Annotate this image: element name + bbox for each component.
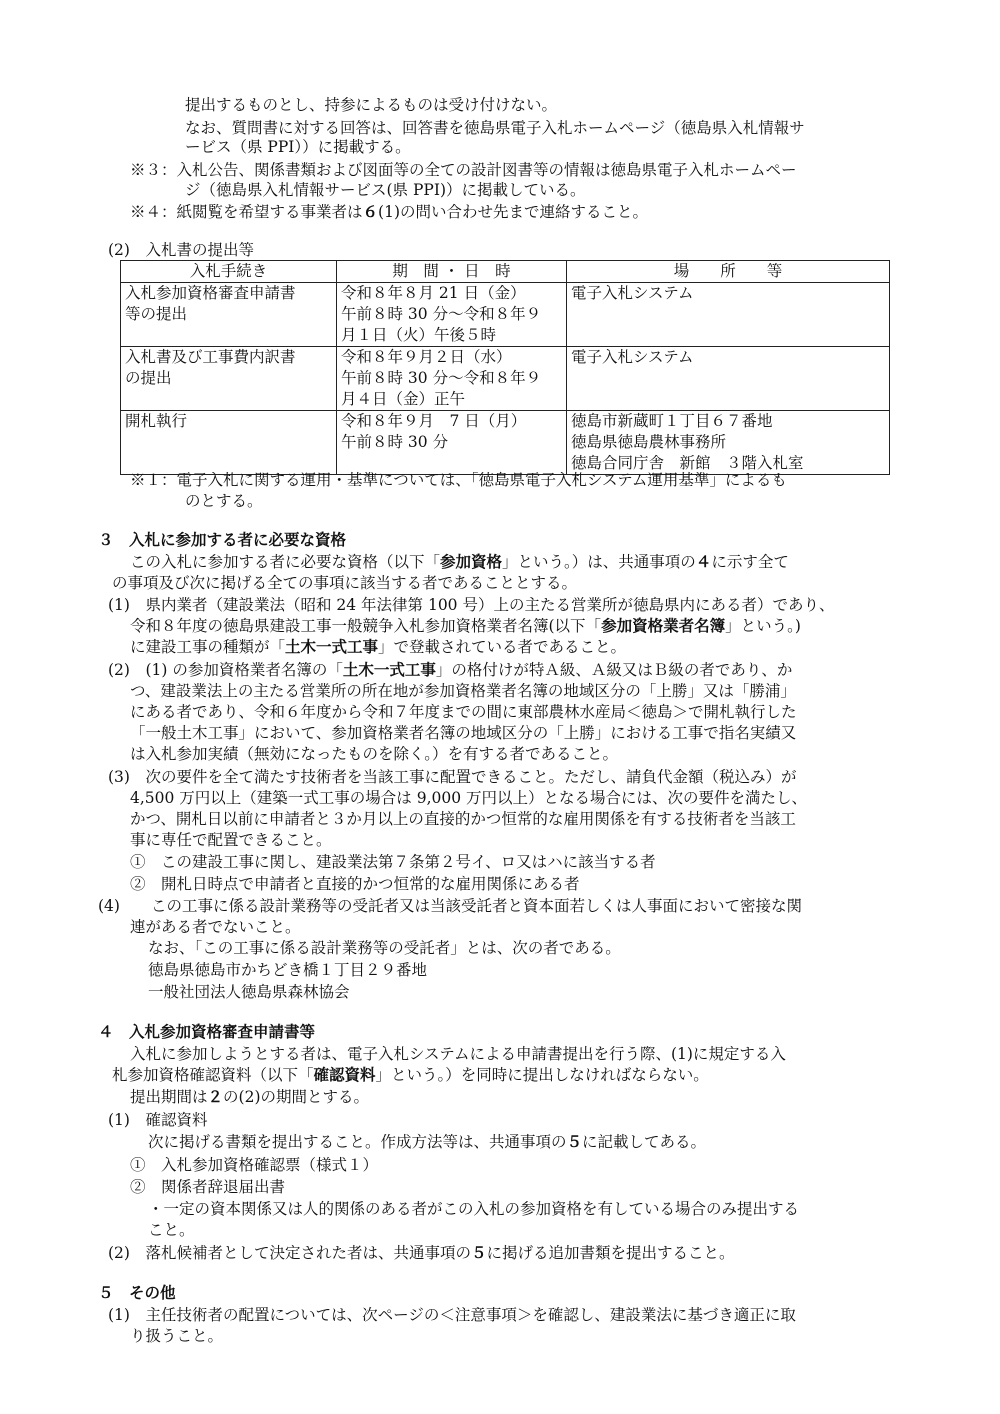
section-4-heading: ４ 入札参加資格審査申請書等 bbox=[98, 1023, 316, 1041]
procedure-cell: 開札執行 bbox=[121, 411, 337, 475]
item-line: 「一般土木工事」において、参加資格業者名簿の地域区分の「上勝」における工事で指名実績又 bbox=[130, 724, 797, 742]
item-line: は入札参加実績（無効になったものを除く。）を有する者であること。 bbox=[130, 745, 618, 763]
header-place: 場 所 等 bbox=[567, 261, 890, 283]
section-5-heading: ５ その他 bbox=[98, 1284, 176, 1302]
table-header-row bbox=[121, 261, 890, 283]
item-line: 一般社団法人徳島県森林協会 bbox=[148, 983, 350, 1001]
place-cell: 電子入札システム bbox=[567, 283, 890, 347]
place-cell: 電子入札システム bbox=[567, 347, 890, 411]
table-row bbox=[121, 347, 890, 411]
note-line: なお、質問書に対する回答は、回答書を徳島県電子入札ホームページ（徳島県入札情報サ bbox=[185, 119, 805, 137]
section-3-heading: ３ 入札に参加する者に必要な資格 bbox=[98, 531, 347, 549]
table-row bbox=[121, 283, 890, 347]
procedure-cell: 入札参加資格審査申請書 等の提出 bbox=[121, 283, 337, 347]
item-line: ② 関係者辞退届出書 bbox=[130, 1178, 286, 1196]
item-line: (3) 次の要件を全て満たす技術者を当該工事に配置できること。ただし、請負代金額（税込み）が bbox=[108, 768, 797, 786]
item-line: なお、「この工事に係る設計業務等の受託者」とは、次の者である。 bbox=[148, 939, 621, 957]
item-line: (1) 確認資料 bbox=[108, 1111, 208, 1129]
table-row bbox=[121, 411, 890, 475]
item-line: つ、建設業法上の主たる営業所の所在地が参加資格業者名簿の地域区分の「上勝」又は「勝浦」 bbox=[130, 682, 796, 700]
subsection-title: (2) 入札書の提出等 bbox=[108, 241, 254, 259]
paragraph-line: 提出期間は２の(2)の期間とする。 bbox=[130, 1088, 369, 1106]
period-cell: 令和８年９月２日（水） 午前８時 30 分～令和８年９ 月４日（金）正午 bbox=[337, 347, 567, 411]
table-note: ※１：電子入札に関する運用・基準については、「徳島県電子入札システム運用基準」によるも bbox=[130, 471, 787, 489]
item-line: にある者であり、令和６年度から令和７年度までの間に東部農林水産局＜徳島＞で開札執行した bbox=[130, 703, 797, 721]
note-3-line: ※３：入札公告、関係書類および図面等の全ての設計図書等の情報は徳島県電子入札ホームペー bbox=[130, 161, 797, 179]
note-line: ービス（県 PPI））に掲載する。 bbox=[185, 138, 411, 156]
item-line: (1) 主任技術者の配置については、次ページの＜注意事項＞を確認し、建設業法に基づき適正に取 bbox=[108, 1306, 796, 1324]
item-line: かつ、開札日以前に申請者と３か月以上の直接的かつ恒常的な雇用関係を有する技術者を当該工 bbox=[130, 810, 796, 828]
item-line: ① この建設工事に関し、建設業法第７条第２号イ、ロ又はハに該当する者 bbox=[130, 853, 656, 871]
item-line: (2) (1) の参加資格業者名簿の「土木一式工事」の格付けが特Ａ級、Ａ級又はＢ級の者であり、か bbox=[108, 661, 793, 679]
item-line: こと。 bbox=[148, 1221, 195, 1239]
item-line: (4) この工事に係る設計業務等の受託者又は当該受託者と資本面若しくは人事面において密接な関 bbox=[98, 897, 802, 915]
header-procedure: 入札手続き bbox=[121, 261, 337, 283]
period-cell: 令和８年８月 21 日（金） 午前８時 30 分～令和８年９ 月１日（火）午後５時 bbox=[337, 283, 567, 347]
item-line: に建設工事の種類が「土木一式工事」で登載されている者であること。 bbox=[130, 638, 627, 656]
item-line: (2) 落札候補者として決定された者は、共通事項の５に掲げる追加書類を提出すること。 bbox=[108, 1244, 735, 1262]
item-line: 4,500 万円以上（建築一式工事の場合は 9,000 万円以上）となる場合には、次の要件を満たし、 bbox=[130, 789, 808, 807]
item-line: 事に専任で配置できること。 bbox=[130, 831, 332, 849]
place-cell: 徳島市新蔵町１丁目６７番地 徳島県徳島農林事務所 徳島合同庁舎 新館 ３階入札室 bbox=[567, 411, 890, 475]
header-period: 期 間 ・ 日 時 bbox=[337, 261, 567, 283]
note-3-line: ジ（徳島県入札情報サービス(県 PPI)）に掲載している。 bbox=[185, 181, 586, 199]
note-4: ※４：紙閲覧を希望する事業者は６(1)の問い合わせ先まで連絡すること。 bbox=[130, 203, 648, 221]
item-line: 徳島県徳島市かちどき橋１丁目２９番地 bbox=[148, 961, 428, 979]
bid-schedule-table bbox=[120, 260, 890, 475]
paragraph-line: の事項及び次に掲げる全ての事項に該当する者であることとする。 bbox=[112, 574, 578, 592]
paragraph-line: この入札に参加する者に必要な資格（以下「参加資格」という。）は、共通事項の４に示す全て bbox=[130, 553, 789, 571]
item-line: 次に掲げる書類を提出すること。作成方法等は、共通事項の５に記載してある。 bbox=[148, 1133, 707, 1151]
period-cell: 令和８年９月 7 日（月） 午前８時 30 分 bbox=[337, 411, 567, 475]
item-line: ・一定の資本関係又は人的関係のある者がこの入札の参加資格を有している場合のみ提出する bbox=[148, 1200, 800, 1218]
item-line: (1) 県内業者（建設業法（昭和 24 年法律第 100 号）上の主たる営業所が徳島県内にある者）であり、 bbox=[108, 596, 835, 614]
item-line: り扱うこと。 bbox=[130, 1327, 224, 1345]
note-line: 提出するものとし、持参によるものは受け付けない。 bbox=[185, 96, 558, 114]
item-line: 令和８年度の徳島県建設工事一般競争入札参加資格業者名簿(以下「参加資格業者名簿」という。) bbox=[130, 617, 801, 635]
paragraph-line: 入札に参加しようとする者は、電子入札システムによる申請書提出を行う際、(1)に規定する入 bbox=[130, 1045, 786, 1063]
item-line: ② 開札日時点で申請者と直接的かつ恒常的な雇用関係にある者 bbox=[130, 875, 580, 893]
item-line: 連がある者でないこと。 bbox=[130, 918, 301, 936]
item-line: ① 入札参加資格確認票（様式１） bbox=[130, 1156, 379, 1174]
procedure-cell: 入札書及び工事費内訳書 の提出 bbox=[121, 347, 337, 411]
paragraph-line: 札参加資格確認資料（以下「確認資料」という。）を同時に提出しなければならない。 bbox=[112, 1066, 709, 1084]
table-note: のとする。 bbox=[185, 492, 263, 510]
